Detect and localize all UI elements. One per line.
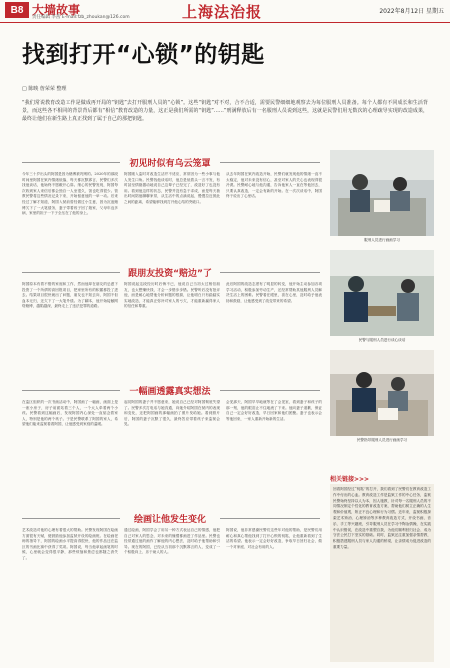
photo-caption-3: 民警指导服刑人员进行画画学习 (356, 438, 408, 442)
photo-caption-2: 民警与服刑人员进行谈心谈话 (358, 338, 406, 342)
section-divider (220, 162, 320, 163)
section-1-column-3: 从去年阿国在狱内改造开始，民警们就发现他的情绪一直不太稳定，他对未来没有信心，甚至对家人的关心也表现得很冷漠。民警耐心地与他沟通，告诉他家人一直在等他回去，只要认真改造，一定会有新的开始。在一次次谈话中，阿国终于说出了心里话。 (226, 172, 322, 199)
sidebar-title: 相关链接>>> (330, 476, 370, 483)
article-headline: 找到打开“心锁”的钥匙 (22, 42, 265, 68)
photo-caption-1: 服刑人员进行画画学习 (364, 238, 400, 242)
section-3-column-1: 在监区组织的一次书画活动中，阿国画了一幅画，画面上是一座小房子，房子前面站着三个人，一个大人牵着两个小孩。民警看到这幅画后，发现阿国内心深处一直惦念着家人，特别是他的两个孩子。于是民警联系了阿国的家人，希望他们能来监狱看看阿国，让他感受到家庭的温暖。 (22, 400, 118, 427)
section-4-column-1: 艺术改造对他的心理有着很大的帮助。民警发现阿国在绘画方面很有天赋，便鼓励他参加监狱开设的绘画班。在绘画老师的指导下，阿国的绘画水平提高得很快，他的作品还在监区的书画比赛中获得了奖项。阿国说，每当他拿起画笔的时候，心里就会变得很平静，那些烦恼和焦虑也都随之消失了。 (22, 528, 118, 560)
section-divider (22, 272, 120, 273)
section-divider (220, 272, 320, 273)
section-3-column-3: 会见那天，阿国早早地就等在了会见室，看到妻子和孩子的那一刻，他的眼泪止不住地流了下来。他向妻子道歉，保证自己一定会好好改造，早日回家和他们团聚。妻子也表示会等他回来，一家人重新开始新的生活。 (226, 400, 322, 421)
section-4-title: 绘画让他发生变化 (133, 515, 206, 525)
section-divider (22, 162, 120, 163)
newspaper-masthead: 上海法治报 (182, 3, 263, 21)
article-lead: “我们常说教育改造工作是做成再开局的“钥匙”去打开服刑人员的“心锁”。这些“钥匙”对不对，合不合适，需要民警细细地观察去为每位服刑人员准备。每个人都有不同成长和生活背景，而这些各不相同的背景背后都有“相信”教育改造的力量，这正是我们所需的“钥匙”……”刑满释放后有一名服刑人员说到这些，这就是民警们用无数次的心理疏导实现的改造成果，最终让他们在新生路上真正找到了属于自己的那把钥匙。 (22, 100, 428, 122)
sidebar-text: 回看阿国经过“钥匙”的打开，我们看到了民警们在教育改造工作中付出的心血。教育改造工作是监狱工作的中心任务，监狱民警始终坚持以人为本，因人施教，针对每一名服刑人员的不同情况制定个性化的教育改造方案，帮助他们树立正确的人生观和价值观，矫正不良心理和行为习惯。近年来，监狱积极探索艺术矫治、心理矫治等多种教育改造方式，开设书画、音乐、手工等兴趣班，引导服刑人员在学习中陶冶情操，在实践中认识错误，在改造中重塑自我，为他们顺利回归社会、成为守法公民打下坚实的基础。同时，监狱还注重加强亲情帮教，积极搭建服刑人员与家人沟通的桥梁，让亲情成为促进改造的重要力量。 (333, 487, 431, 549)
editor-meta: 责任编辑 李茜 E-mail:fzb_zhoukan@126.com (32, 15, 130, 20)
page-number-badge: B8 (5, 2, 29, 18)
section-divider (220, 390, 320, 391)
section-1-column-1: 今年三十岁出头的阿国是因为赌博被判刑的。2020年的那段时间里阿国在狱内情绪低落，每天都沉默寡言，民警们多次找他谈话，他始终不愿敞开心扉。细心的民警发现，阿国每次收到家人来信后都会独自一人坐很久，饭也吃得很少。管教民警将这些情况记录下来，开始留意他的一举一动。后来经过了解才知道，阿国入狱前曾经做过小生意，因为沉迷赌博欠下了一大笔债务，妻子带着孩子回了娘家，父母年迈多病，家里的担子一下子全压在了他的身上。 (22, 172, 118, 216)
section-1-title: 初见时似有乌云笼罩 (129, 159, 211, 169)
section-3-title: 一幅画透露真实想法 (129, 387, 211, 397)
section-1-column-2: 阿国刚入监时对改造生活并不适应，常常因为一些小事与他人发生口角。民警找他谈话时，他总是低着头一言不发，有时甚至情绪激动地说自己这辈子已经完了，改造好了也没有用。看到他这样的状态，民警并没有急于求成，而是每天抽出时间陪他聊聊家常，从生活中的点滴说起，慢慢拉近彼此之间的距离，希望能够找到打开他心结的突破口。 (124, 172, 220, 204)
section-title: 大墙故事 (32, 3, 81, 17)
page-header (0, 0, 450, 23)
section-2-column-1: 阿国原本有着不错的家庭和工作，然而他却在朋友的怂恿下投资了一个所谓的高回报项目，把家里所有的积蓄都投了进去。结果项目很快就出了问题，朋友也不知去向，阿国不但血本无归，还欠下了一大笔外债。为了翻本，他开始接触网络赌博，越陷越深，最终走上了违法犯罪的道路。 (22, 282, 118, 309)
section-3-column-2: 起初阿国的妻子并不愿意来，她说自己已经对阿国彻底失望了。民警多次打电话与她沟通，向她介绍阿国在狱内的表现和变化，还把阿国画的那幅画拍了照片发给她。看到照片后，阿国的妻子沉默了很久，最终答应带着孩子来监狱会见。 (124, 400, 220, 427)
section-divider (220, 518, 320, 519)
section-divider (22, 518, 120, 519)
photo-painting-guidance (330, 350, 434, 436)
article-byline: □ 陈映 詹荣荣 整理 (22, 86, 67, 92)
photo-heart-talk (330, 250, 434, 336)
issue-date: 2022年8月12日 星期五 (379, 8, 444, 15)
section-2-column-3: 此后阿国的改造态度有了明显的转变，他开始主动参加各项学习活动，积极参加劳动生产，还经常帮助其他服刑人员解决生活上的困难。民警看在眼里，喜在心里，及时给予他表扬和鼓励，让他感受到了改变带来的希望。 (226, 282, 322, 303)
photo-painting-study (330, 150, 434, 236)
section-2-column-2: 阿国说起这段经历时后悔不已，他说自己当初太过相信朋友，也太想赚快钱，才会一步错步步错。民警听后没有批评他，而是耐心地帮他分析问题的根源，让他明白只有踏踏实实地改造，才能真正弥补对家人的亏欠，才能重新赢得家人的信任和尊重。 (124, 282, 220, 309)
section-2-title: 跟朋友投资“赔边”了 (128, 269, 212, 279)
section-divider (22, 390, 120, 391)
section-4-column-3: 阿国说，他非常感谢民警们这些年对他的帮助，是民警们用耐心和真心帮他找到了打开心锁的钥匙，让他重新看到了生活的希望。他表示一定会好好改造，争取早日回归社会，做一个对家庭、对社会有用的人。 (226, 528, 322, 549)
section-4-column-2: 通过绘画，阿国学会了用另一种方式表达自己的情感，他把自己对家人的思念、对未来的憧憬都画进了作品里。民警也经常通过他的画作了解他的内心想法，及时给予他帮助和引导。现在的阿国，已经从当初那个沉默寡言的人，变成了一个积极向上、乐于助人的人。 (124, 528, 220, 555)
